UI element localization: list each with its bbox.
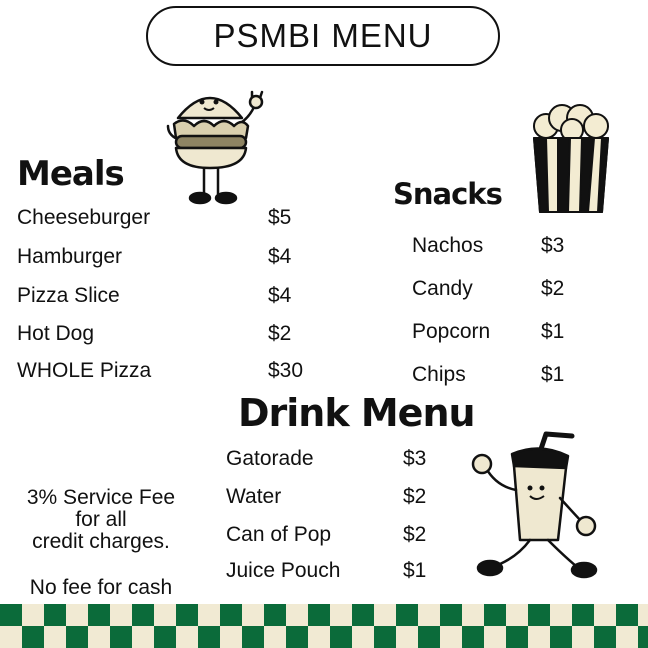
meal-item-price: $30: [268, 359, 304, 382]
checker-square: [418, 604, 440, 626]
checker-square: [616, 626, 638, 648]
cup-mascot-icon: [468, 428, 604, 586]
checker-square: [242, 604, 264, 626]
checker-square: [22, 604, 44, 626]
checker-square: [330, 626, 352, 648]
checker-square: [374, 604, 396, 626]
checker-square: [506, 626, 528, 648]
checker-square: [198, 604, 220, 626]
drink-item-name: Juice Pouch: [226, 559, 341, 582]
checker-square: [44, 604, 66, 626]
checker-square: [44, 626, 66, 648]
checker-square: [154, 604, 176, 626]
meal-item-name: Hamburger: [17, 245, 123, 268]
snack-item-name: Chips: [412, 363, 466, 386]
drink-menu-heading: Drink Menu: [238, 391, 475, 435]
snack-item-name: Popcorn: [412, 320, 491, 343]
checker-square: [198, 626, 220, 648]
snack-item-name: Candy: [412, 277, 473, 300]
checker-square: [594, 626, 616, 648]
checker-square: [374, 626, 396, 648]
checker-square: [220, 604, 242, 626]
drink-item-name: Gatorade: [226, 447, 314, 470]
checker-square: [88, 626, 110, 648]
drink-item-price: $3: [403, 447, 427, 470]
checker-square: [176, 604, 198, 626]
meal-item-price: $5: [268, 206, 292, 229]
checker-square: [484, 604, 506, 626]
checker-square: [308, 626, 330, 648]
service-fee-note: [8, 487, 194, 553]
drink-item-name: Water: [226, 485, 282, 508]
checker-square: [286, 604, 308, 626]
checker-square: [352, 626, 374, 648]
menu-title: PSMBI MENU: [146, 6, 500, 66]
checker-square: [132, 604, 154, 626]
checker-square: [110, 604, 132, 626]
meal-item-name: Hot Dog: [17, 322, 95, 345]
checker-square: [462, 626, 484, 648]
checker-square: [396, 604, 418, 626]
fee-line: 3% Service Fee: [26, 486, 176, 509]
checker-square: [330, 604, 352, 626]
checker-square: [528, 626, 550, 648]
meals-heading: Meals: [17, 154, 124, 194]
fee-line: credit charges.: [32, 530, 170, 553]
cash-note: No fee for cash: [29, 576, 173, 599]
checker-square: [440, 626, 462, 648]
meal-item-name: Pizza Slice: [17, 284, 120, 307]
meal-item-price: $4: [268, 284, 292, 307]
checker-square: [264, 626, 286, 648]
snack-item-price: $2: [541, 277, 565, 300]
checker-square: [0, 626, 22, 648]
fee-line: for all: [75, 508, 127, 531]
checker-square: [88, 604, 110, 626]
checker-square: [110, 626, 132, 648]
snacks-heading: Snacks: [393, 177, 502, 211]
checker-square: [594, 604, 616, 626]
checker-square: [638, 626, 648, 648]
meal-item-name: Cheeseburger: [17, 206, 151, 229]
popcorn-box-icon: [528, 104, 614, 216]
checker-square: [616, 604, 638, 626]
checker-square: [572, 604, 594, 626]
drink-item-price: $2: [403, 523, 427, 546]
checkerboard-border: [0, 604, 648, 648]
checker-square: [352, 604, 374, 626]
drink-item-price: $2: [403, 485, 427, 508]
checker-square: [638, 604, 648, 626]
meal-item-price: $2: [268, 322, 292, 345]
checker-square: [506, 604, 528, 626]
checker-square: [440, 604, 462, 626]
snack-item-price: $3: [541, 234, 565, 257]
checker-square: [132, 626, 154, 648]
checker-square: [286, 626, 308, 648]
checker-square: [528, 604, 550, 626]
snack-item-price: $1: [541, 363, 565, 386]
checker-square: [220, 626, 242, 648]
drink-item-price: $1: [403, 559, 427, 582]
checker-square: [154, 626, 176, 648]
checker-square: [396, 626, 418, 648]
checker-square: [66, 604, 88, 626]
checker-square: [176, 626, 198, 648]
meal-item-price: $4: [268, 245, 292, 268]
checker-square: [66, 626, 88, 648]
checker-square: [550, 604, 572, 626]
meal-item-name: WHOLE Pizza: [17, 359, 152, 382]
checker-square: [550, 626, 572, 648]
snack-item-price: $1: [541, 320, 565, 343]
checker-square: [418, 626, 440, 648]
checker-square: [22, 626, 44, 648]
checker-square: [572, 626, 594, 648]
checker-square: [308, 604, 330, 626]
burger-mascot-icon: [160, 80, 272, 206]
checker-square: [484, 626, 506, 648]
checker-square: [0, 604, 22, 626]
checker-square: [264, 604, 286, 626]
snack-item-name: Nachos: [412, 234, 484, 257]
checker-square: [462, 604, 484, 626]
drink-item-name: Can of Pop: [226, 523, 332, 546]
checker-square: [242, 626, 264, 648]
